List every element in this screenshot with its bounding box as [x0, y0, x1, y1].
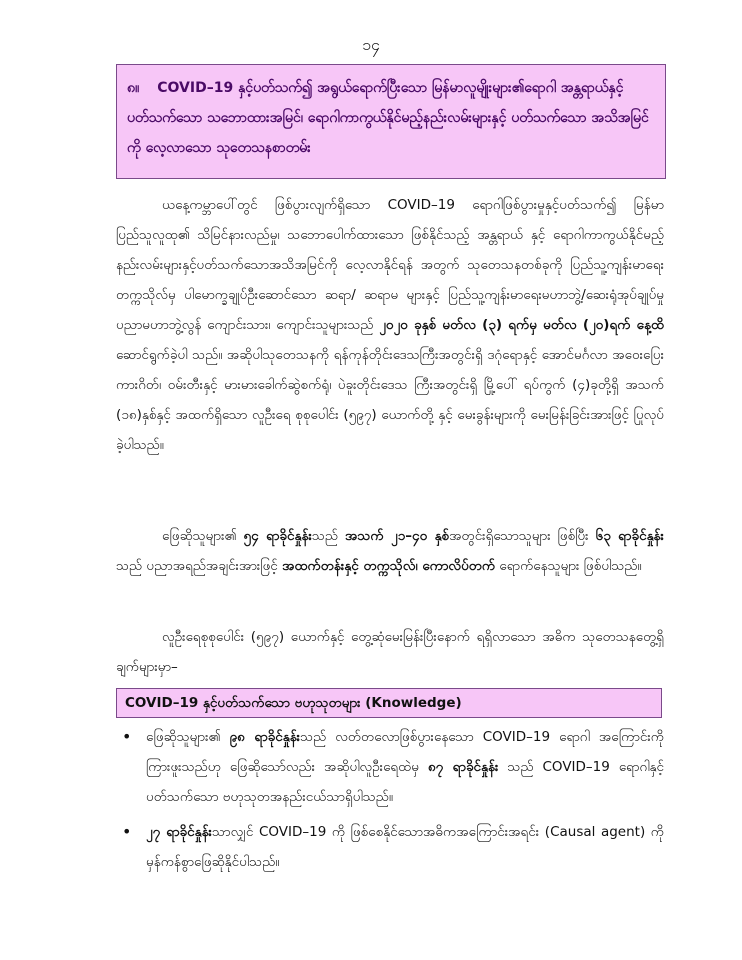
bullet-icon: • — [122, 822, 132, 841]
bullet-icon: • — [122, 727, 132, 746]
list-item — [116, 722, 664, 812]
demo-text-2: သည် — [311, 528, 345, 544]
intro-text-1: ယနေ့ကမ္ဘာပေါ်တွင် ဖြစ်ပွားလျက်ရှိသော COVID–19 ရောဂါဖြစ်ပွားမှုနှင့်ပတ်သက်၍ မြန်မာ ပြည်သူလူထု၏ သိမြင်နားလည်မှု၊ သဘောပေါက်ထားသော ဖြစ်နိုင်သည့် အန္တရာယ် နှင့် ရောဂါကာကွယ်နိုင်မည့်နည်းလမ်းများနှင့်ပတ်သက်သောအသိအမြင်ကို လေ့လာနိုင်ရန် အတွက် သုတေသနတစ်ခုကို ပြည်သူ့ကျန်းမာရေးတက္ကသိုလ်မှ ပါမောက္ခချုပ်ဦးဆောင်သော ဆရာ/ ဆရာမ များနှင့် ပြည်သူ့ကျန်းမာရေးမဟာဘွဲ့/ဆေးရုံအုပ်ချုပ်မှု ပညာမဟာဘွဲ့လွန် ကျောင်းသား၊ ကျောင်းသူများသည် — [116, 197, 664, 333]
age-range: အသက် ၂၁–၄၀ နှစ် — [344, 528, 450, 544]
education-level: အထက်တန်းနှင့် တက္ကသိုလ်၊ ကောလိပ်တက် — [282, 558, 496, 574]
demo-text-1: ဖြေဆိုသူများ၏ — [162, 528, 244, 544]
section-number: ၈။ — [127, 80, 140, 96]
bullet-text: သာလျှင် COVID–19 ကို ဖြစ်စေနိုင်သောအဓိကအကြောင်းအရင်း (Causal agent) ကို မှန်ကန်စွာဖြေဆိုနိုင်ပါသည်။ — [146, 824, 664, 870]
title-box — [116, 64, 666, 179]
intro-text-2: ဆောင်ရွက်ခဲ့ပါ သည်။ အဆိုပါသုတေသနကို ရန်ကုန်တိုင်းဒေသကြီးအတွင်းရှိ ဒဂုံရောနှင့် အောင်မင်္ဂလာ အဝေးပြေးကားဂိတ်၊ ဝမ်းတီးနှင့် မားမားခေါက်ဆွဲစက်ရုံ၊ ပဲခူးတိုင်းဒေသ ကြီးအတွင်းရှိ မြို့ပေါ် ရပ်ကွက် (၄)ခုတို့ရှိ အသက် (၁၈)နှစ်နှင့် အထက်ရှိသော လူဦးရေ စုစုပေါင်း (၅၉၇) ယောက်တို့ နှင့် မေးခွန်းများကို မေးမြန်းခြင်းအားဖြင့် ပြုလုပ်ခဲ့ပါသည်။ — [116, 347, 664, 453]
demo-text-4: သည် ပညာအရည်အချင်းအားဖြင့် — [116, 558, 283, 574]
bullet-text: သည် လတ်တလောဖြစ်ပွားနေသော COVID–19 ရောဂါ အကြောင်းကို ကြားဖူးသည်ဟု ဖြေဆိုသော်လည်း အဆိုပါလူဦးရေထဲမှ — [146, 729, 664, 775]
bullet-text: ဖြေဆိုသူများ၏ — [146, 729, 230, 745]
page-number: ၁၄ — [362, 35, 380, 54]
intro-paragraph — [116, 190, 664, 460]
knowledge-section-heading: COVID–19 နှင့်ပတ်သက်သော ဗဟုသုတများ (Knowledge) — [116, 688, 662, 718]
findings-list — [116, 722, 664, 882]
survey-period: ၂၀၂၀ ခုနှစ် မတ်လ (၃) ရက်မှ မတ်လ (၂၀)ရက် နေ့ထိ — [379, 317, 664, 333]
education-percent: ၆၃ ရာခိုင်နှုန်း — [595, 528, 664, 544]
age-percent: ၅၄ ရာခိုင်နှုန်း — [243, 528, 312, 544]
bullet-bold: ၂၇ ရာခိုင်နှုန်း — [146, 824, 212, 840]
demographics-paragraph — [116, 521, 664, 581]
demo-text-3: အတွင်းရှိသောသူများ ဖြစ်ပြီး — [449, 528, 596, 544]
demo-text-5: ရောက်နေသူများ ဖြစ်ပါသည်။ — [495, 558, 642, 574]
bullet-bold: ၉၈ ရာခိုင်နှုန်း — [229, 729, 301, 745]
findings-intro-paragraph: လူဦးရေစုစုပေါင်း (၅၉၇) ယောက်နှင့် တွေ့ဆုံမေးမြန်းပြီးနောက် ရရှိလာသော အဓိက သုတေသနတွေ့ရှိချက်များမှာ– — [116, 629, 664, 675]
section-title: COVID–19 နှင့်ပတ်သက်၍ အရွယ်ရောက်ပြီးသော မြန်မာလူမျိုးများ၏ရောဂါ အန္တရာယ်နှင့်ပတ်သက်သော သဘောထားအမြင်၊ ရောဂါကာကွယ်နိုင်မည့်နည်းလမ်းများနှင့် ပတ်သက်သော အသိအမြင်ကို လေ့လာသော သုတေသနစာတမ်း — [127, 80, 649, 156]
list-item — [116, 817, 664, 877]
bullet-text: သည် COVID–19 ရောဂါနှင့်ပတ်သက်သော ဗဟုသုတအနည်းငယ်သာရှိပါသည်။ — [146, 759, 664, 805]
bullet-bold: ၈၇ ရာခိုင်နှုန်း — [427, 759, 499, 775]
